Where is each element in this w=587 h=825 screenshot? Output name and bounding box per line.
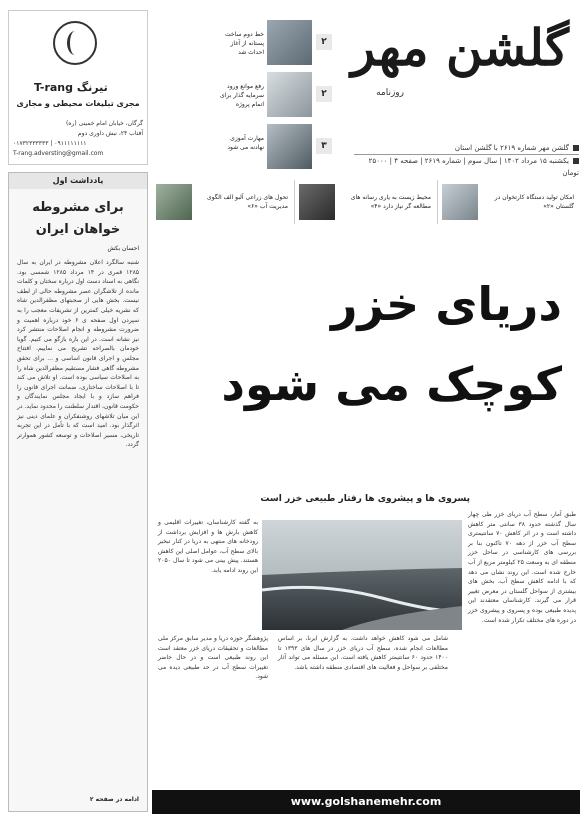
bullet-icon [573, 145, 579, 151]
ad-brand: T-rang تیرنگ [34, 81, 108, 94]
ad-contact-line: T-rang.adversting@gmail.com [13, 150, 104, 157]
sub-teaser-item[interactable] [294, 180, 437, 224]
teaser-title: رفع موانع ورود سرمایه گذار برای اتمام پروژه [220, 83, 264, 108]
sub-teaser-title: امکان تولید دستگاه کارتخوان در گلستان «۲» [494, 194, 574, 210]
editorial-body: شنبه سالگرد اعلان مشروطه در ایران به سال ۱۲۸۵ قمری در ۱۴ مرداد ۱۲۸۵ شمسی بود. نگاهی به اسناد دست اول درباره سختان و کلمات مانده از تلاشگران عصر مشروطه حالی از لطف نیست. بخش هایی از صحبتهای مظفرالدین شاه که نشریه خیلی کمترین از تشریفات معجب را به سپردن اول صفحه ی ۶ خود درباره اهمیت و ضرورت مشروطه و انجام اصلاحات منتشر کرد نیز نشانه است. در این باره بازگو می کنیم. گویا خودمان بالصراحه تشریح می نماییم. افتتاح مجلس و اجرای قانون اساسی و ... برای تحقق مشروطه گاهی فشار مستقیم مظفرالدین شاه را به اصلاحات سیاسی بوده است. او تلاش می کند تا با اصلاحات ساختاری، ضمانت اجرای قانون را فراهم سازد و با ایجاد مجلس نمایندگان و حکومت قانون، اقتدار سلطنت را محدود نماید. در این میان تلاشهای روشنفکران و علمای دینی نیز اثرگذار بود. امید است که با تأمل در این تجربه تاریخی، مسیر اصلاحات و توسعه کشور هموارتر گردد. [17, 259, 140, 449]
editorial-column [8, 172, 148, 812]
editorial-continued[interactable]: ادامه در صفحه ۲ [89, 796, 139, 803]
trang-logo-icon [53, 21, 97, 65]
teaser-item[interactable] [217, 72, 332, 120]
subheadline: پسروی ها و پیشروی ها رفتار طبیعی خزر است [260, 494, 470, 504]
editorial-author: احسان بکش [107, 245, 139, 252]
article-column: طبق آمار، سطح آب دریای خزر طی چهار سال گذشته حدود ۳۸ سانتی متر کاهش داشته است و در اثر کاهش ۷۰ سانتیمتری سطح آب خزر از دهه ۷۰ تاکنون بنا بر بررسی های کارشناسی در ساحل خزر منطقه ای به وسعت ۲۵ کیلومتر مربع از آب خارج شده است. این روند نشان می دهد که با ادامه کاهش سطح آب، بخش های بیشتری از سواحل گلستان در معرض تغییر قرار می گیرند. کارشناسان معتقدند این پدیده طبیعی بوده و پسروی و پیشروی خزر در دوره های مختلف تکرار شده است. [468, 511, 576, 624]
sub-teaser-thumbnail [156, 184, 192, 220]
main-headline[interactable] [221, 264, 562, 424]
sub-teaser-item[interactable] [152, 180, 294, 224]
masthead [349, 10, 579, 177]
teaser-thumbnail [267, 20, 312, 65]
teaser-page-number: ۲ [316, 34, 332, 50]
teaser-thumbnail [267, 124, 312, 169]
sub-teaser-title: محیط زیست به یاری رسانه های مطالعه گر نیاز دارد «۴» [350, 194, 431, 210]
editorial-title[interactable]: برای مشروطه خواهان ایران [32, 200, 124, 237]
teaser-page-number: ۳ [316, 138, 332, 154]
ad-contact-line: آفتاب ۲۴، نبش داوری دوم [77, 130, 143, 137]
main-photo-sea [262, 520, 462, 630]
sub-teaser-item[interactable] [437, 180, 580, 224]
teaser-item[interactable] [217, 20, 332, 68]
sea-photo-icon [262, 520, 462, 630]
sub-teaser-title: تحول های زراعی آلبو الف الگوی مدیریت آب «۶» [207, 194, 288, 210]
sub-teaser-thumbnail [299, 184, 335, 220]
top-teasers [217, 20, 332, 176]
ad-contact-line: ۰۱۷۳۲۳۳۳۳۳۳ | ۰۹۱۱۱۱۱۱۱۱ [13, 140, 87, 147]
headline-line-1: دریای خزر [330, 277, 562, 331]
website-url-banner[interactable]: www.golshanemehr.com [152, 790, 580, 814]
masthead-date-line: یکشنبه ۱۵ مرداد ۱۴۰۲ | سال سوم | شماره ۲۶۱۹ | صفحه ۴ | ۲۵۰۰۰ تومان [354, 154, 579, 179]
ad-contact [13, 119, 143, 159]
main-headline-box [152, 232, 580, 504]
masthead-info-line: گلشن مهر شماره ۲۶۱۹ با گلشن استان [354, 142, 579, 154]
advertisement-box[interactable] [8, 10, 148, 165]
newspaper-subtitle: روزنامه [376, 88, 404, 98]
teaser-page-number: ۲ [316, 86, 332, 102]
ad-contact-line: گرگان، خیابان امام خمینی (ره) [65, 120, 143, 127]
teaser-title: خط دوم ساخت پستانه از آغاز احداث شد [225, 31, 264, 56]
ad-description: مجری تبلیغات محیطی و مجازی [16, 99, 140, 108]
teaser-thumbnail [267, 72, 312, 117]
headline-line-2: کوچک می شود [221, 357, 562, 411]
sub-teasers [152, 180, 580, 224]
bullet-icon [573, 158, 579, 164]
newspaper-logo: گلشن مهر [351, 18, 569, 77]
sub-teaser-thumbnail [442, 184, 478, 220]
article-column: شامل می شود کاهش خواهد داشت. به گزارش ایرنا، بر اساس مطالعات انجام شده، سطح آب دریای خزر در سال های ۱۳۹۳ تا ۱۴۰۰ حدود ۶۰ سانتیمتر کاهش یافته است. این مسئله می تواند آثار مختلفی بر سواحل و فعالیت های اقتصادی منطقه داشته باشد. [278, 635, 448, 671]
article-column: پژوهشگر حوزه دریا و مدیر سابق مرکز ملی مطالعات و تحقیقات دریای خزر معتقد است این روند طبیعی است و در حال حاضر تغییرات سطح آب در حد طبیعی دیده می شود. [158, 635, 268, 681]
masthead-info [354, 142, 579, 179]
teaser-title: مهارت آموزی نهادنه می شود [227, 135, 264, 151]
editorial-header: یادداشت اول [9, 173, 147, 189]
teaser-item[interactable] [217, 124, 332, 172]
article-column: به گفته کارشناسان، تغییرات اقلیمی و کاهش بارش ها و افزایش برداشت از رودخانه های منتهی به دریا در کنار تبخیر بالای سطح آب، عوامل اصلی این کاهش هستند. پیش بینی می شود تا سال ۲۰۵۰ این روند ادامه یابد. [158, 519, 258, 574]
